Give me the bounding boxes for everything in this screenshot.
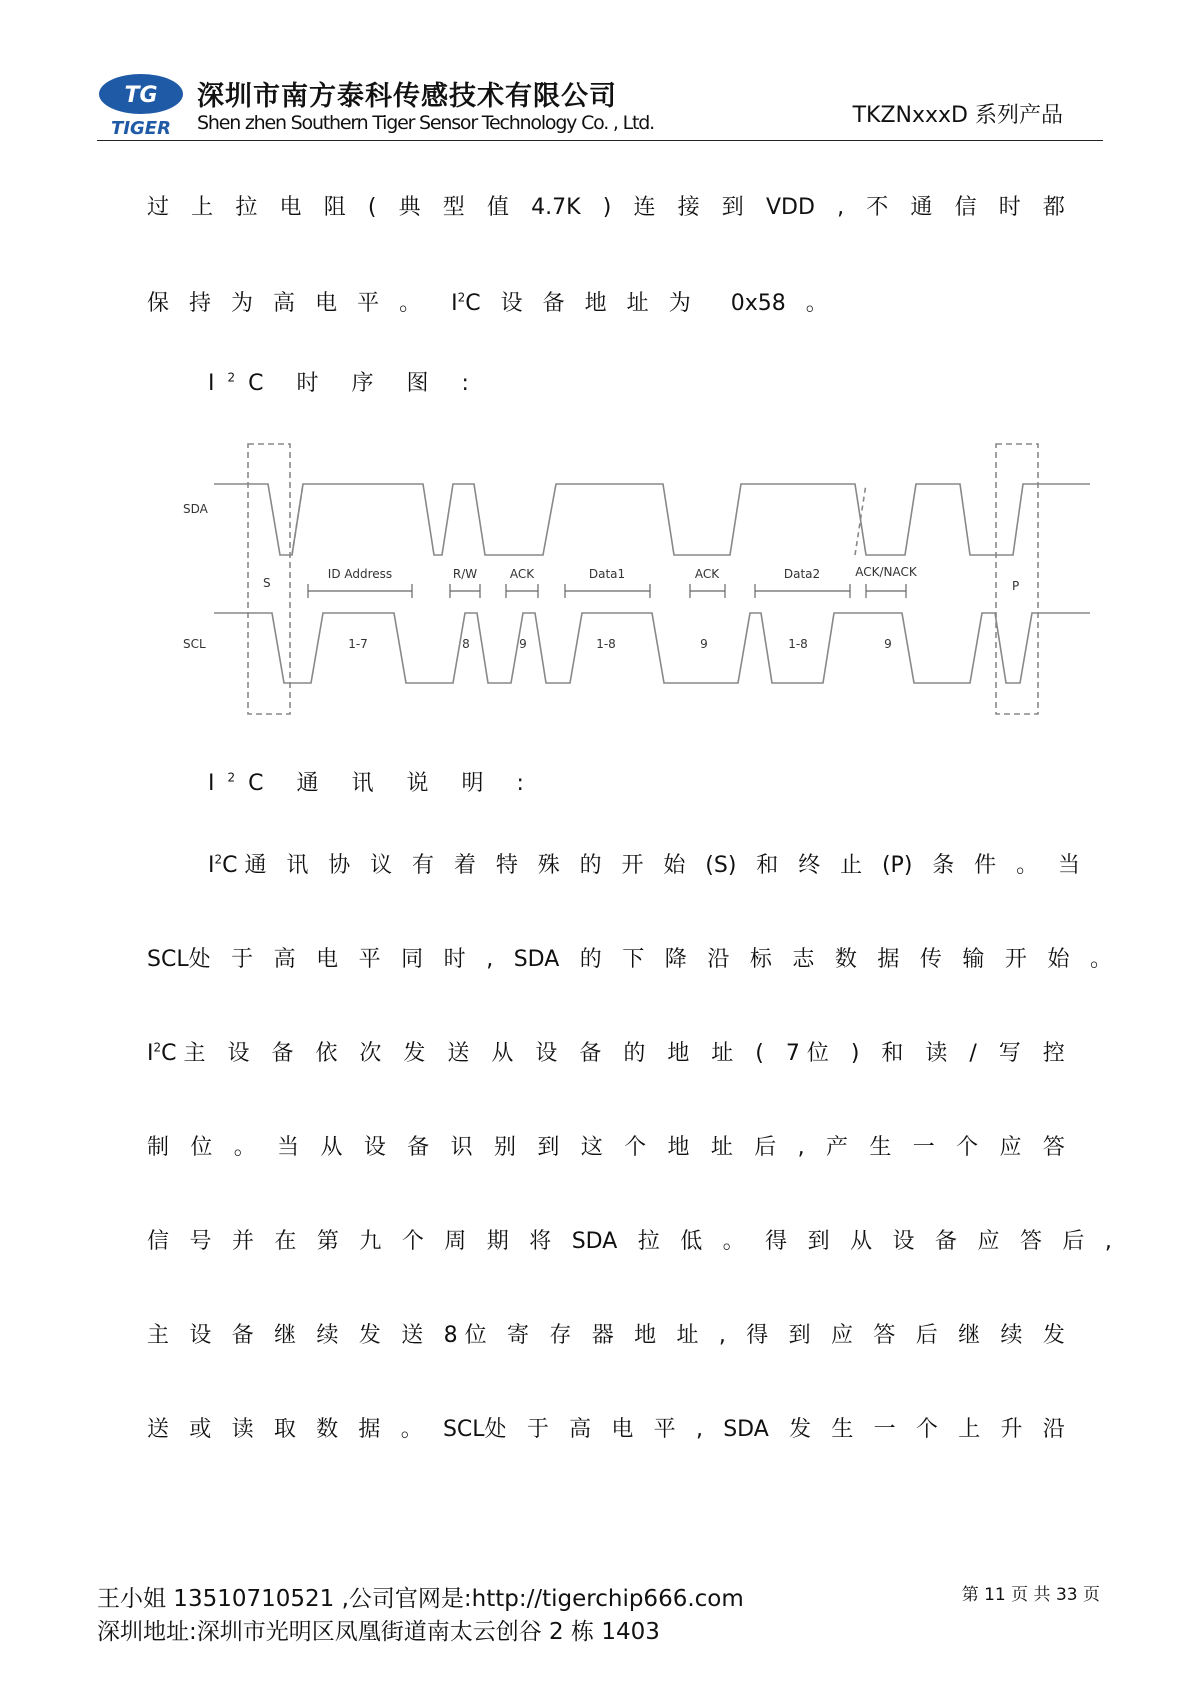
text-token: 写 [998, 1041, 1021, 1066]
heading-rest: C 通 讯 说 明 : [248, 771, 537, 796]
text-token: 从 [320, 1135, 343, 1160]
text-token: 发 [403, 1041, 426, 1066]
text-token: 后 [1062, 1229, 1085, 1254]
text-token: 开 [621, 853, 644, 878]
text-token: 生 [831, 1417, 854, 1442]
text-token: 个 [401, 1229, 424, 1254]
text-token: 时 [998, 195, 1021, 220]
text-token: 电 [315, 291, 338, 316]
text-token: 应 [999, 1135, 1022, 1160]
text-token: 上 [958, 1417, 981, 1442]
clock-label-4: 1-8 [596, 637, 616, 651]
text-token: 。 [400, 1417, 423, 1442]
text-token: 地 [634, 1323, 657, 1348]
timing-heading [208, 366, 482, 397]
text-token: 4.7K [531, 195, 581, 220]
logo-text: TIGER [111, 118, 171, 138]
text-token: 发 [1042, 1323, 1065, 1348]
tiger-logo-icon [97, 72, 185, 138]
heading-sup: 2 [227, 370, 249, 385]
text-token: 第 [316, 1229, 339, 1254]
superscript: 2 [457, 290, 466, 305]
text-token: $I^2C$ [451, 290, 481, 316]
text-token: 从 [850, 1229, 873, 1254]
text-token: 。 [1016, 853, 1039, 878]
clock-label-3: 9 [519, 637, 527, 651]
text-token: 制 [147, 1135, 170, 1160]
text-token: , [797, 1135, 805, 1160]
text-token: 平 [357, 291, 380, 316]
text-token: 读 [231, 1417, 254, 1442]
text-token: 型 [442, 195, 465, 220]
text-token: 继 [274, 1323, 297, 1348]
text-token: SDA [513, 947, 560, 972]
text-token: (P) [881, 853, 913, 878]
text-token: 别 [494, 1135, 517, 1160]
text-token: 发 [358, 1323, 381, 1348]
text-token: 高 [273, 291, 296, 316]
text-token: 送 [147, 1417, 170, 1442]
text-token: 协 [328, 853, 351, 878]
text-token: 续 [316, 1323, 339, 1348]
text-token: 发 [789, 1417, 812, 1442]
text-token: 拉 [637, 1229, 660, 1254]
text-token: 个 [956, 1135, 979, 1160]
text-token: 。 [1089, 947, 1112, 972]
para-line-5 [147, 1224, 1112, 1255]
text-token: 位 [190, 1135, 213, 1160]
text-token: 个 [624, 1135, 647, 1160]
text-token: , [695, 1417, 703, 1442]
text-token: 8 位 [443, 1323, 487, 1348]
field-label-ack-2: ACK [694, 567, 720, 581]
text-token: 同 [401, 947, 424, 972]
superscript: 2 [153, 1040, 162, 1055]
text-token: 续 [1000, 1323, 1023, 1348]
footer-address: 深圳地址:深圳市光明区凤凰街道南太云创谷 2 栋 1403 [97, 1619, 660, 1645]
text-token: 高 [569, 1417, 592, 1442]
text-token: 数 [834, 947, 857, 972]
text-token: 电 [279, 195, 302, 220]
page-header [97, 70, 1103, 140]
text-token: 设 [363, 1135, 386, 1160]
text-token: 在 [274, 1229, 297, 1254]
text-token: 备 [231, 1323, 254, 1348]
text-token: SDA [723, 1417, 769, 1442]
text-token: 读 [925, 1041, 948, 1066]
text-token: 址 [711, 1041, 734, 1066]
text-token: 当 [277, 1135, 300, 1160]
text-token: SCL处 [442, 1417, 507, 1442]
text-token: 。 [233, 1135, 256, 1160]
field-label-ack-1: ACK [509, 567, 535, 581]
text-token: , [486, 947, 494, 972]
text-token: 备 [935, 1229, 958, 1254]
text-token: 生 [869, 1135, 892, 1160]
para-line-3 [147, 1036, 1065, 1067]
text-token: 到 [807, 1229, 830, 1254]
text-token: 始 [663, 853, 686, 878]
heading-prefix: I [208, 771, 228, 796]
text-token: 高 [273, 947, 296, 972]
text-line-1 [147, 190, 1065, 221]
text-token: ) [850, 1041, 860, 1066]
text-token: 输 [962, 947, 985, 972]
text-token: 接 [677, 195, 700, 220]
text-token: 着 [453, 853, 476, 878]
text-token: 依 [315, 1041, 338, 1066]
text-token: 后 [915, 1323, 938, 1348]
text-token: 于 [526, 1417, 549, 1442]
text-token: 址 [710, 1135, 733, 1160]
clock-label-5: 9 [700, 637, 708, 651]
text-token: 。 [805, 291, 828, 316]
text-token: 并 [231, 1229, 254, 1254]
text-token: 期 [486, 1229, 509, 1254]
text-token: 后 [754, 1135, 777, 1160]
logo-mark: TG [124, 83, 158, 108]
text-token: 为 [668, 291, 691, 316]
text-token: 7 位 [785, 1041, 829, 1066]
field-label-data1: Data1 [588, 567, 626, 581]
sda-label: SDA [183, 502, 208, 516]
para-line-7 [147, 1412, 1065, 1443]
text-token: 次 [359, 1041, 382, 1066]
text-token: 于 [231, 947, 254, 972]
text-prefix: I [208, 853, 215, 878]
text-token: 识 [450, 1135, 473, 1160]
text-token: 主 [147, 1323, 170, 1348]
comm-heading [208, 766, 537, 797]
text-token: 时 [443, 947, 466, 972]
text-token: 止 [840, 853, 863, 878]
field-label-id-address: ID Address [327, 567, 393, 581]
text-token: 设 [189, 1323, 212, 1348]
para-line-2 [147, 942, 1112, 973]
footer-contact: 王小姐 13510710521 ,公司官网是:http://tigerchip666.com [97, 1586, 744, 1612]
text-token: ( [755, 1041, 764, 1066]
text-token: 九 [359, 1229, 382, 1254]
clock-label-7: 9 [884, 637, 892, 651]
text-token: 地 [667, 1135, 690, 1160]
text-token: 上 [191, 195, 214, 220]
heading-rest: C 时 序 图 : [248, 371, 482, 396]
text-token: 周 [444, 1229, 467, 1254]
sda-waveform [214, 484, 1090, 555]
text-token: 这 [580, 1135, 603, 1160]
text-token: 不 [866, 195, 889, 220]
field-label-ack-nack: ACK/NACK [855, 565, 917, 579]
page-number: 第 11 页 共 33 页 [961, 1585, 1100, 1605]
text-token: 。 [722, 1229, 745, 1254]
text-token: 条 [932, 853, 955, 878]
text-token: 备 [542, 291, 565, 316]
text-token: 一 [912, 1135, 935, 1160]
text-token: 志 [792, 947, 815, 972]
text-prefix: I [147, 1041, 154, 1066]
text-token: 通 [910, 195, 933, 220]
text-token: 电 [611, 1417, 634, 1442]
text-token: 沿 [707, 947, 730, 972]
text-token: 答 [873, 1323, 896, 1348]
text-token: 信 [147, 1229, 170, 1254]
product-series: TKZNxxxD 系列产品 [852, 103, 1063, 128]
start-label: S [263, 576, 271, 590]
text-token: 备 [579, 1041, 602, 1066]
text-token: 到 [788, 1323, 811, 1348]
clock-label-2: 8 [462, 637, 470, 651]
text-token: 应 [830, 1323, 853, 1348]
para-line-4 [147, 1130, 1065, 1161]
text-token: 备 [407, 1135, 430, 1160]
text-token: 产 [825, 1135, 848, 1160]
text-token: 有 [412, 853, 435, 878]
heading-prefix: I [208, 371, 228, 396]
text-token: 的 [579, 853, 602, 878]
text-token: ( [367, 195, 377, 220]
text-token: 到 [537, 1135, 560, 1160]
text-token: 据 [358, 1417, 381, 1442]
clock-label-1: 1-7 [348, 637, 368, 651]
company-name-en: Shen zhen Southern Tiger Sensor Technology Co. , Ltd. [197, 112, 654, 134]
text-token: 殊 [537, 853, 560, 878]
text-token: 件 [974, 853, 997, 878]
scl-waveform [214, 613, 1090, 683]
stop-label: P [1012, 579, 1020, 593]
text-token: 终 [798, 853, 821, 878]
text-token: 设 [500, 291, 523, 316]
text-token: 平 [358, 947, 381, 972]
text-token: 取 [273, 1417, 296, 1442]
text-token: , [718, 1323, 726, 1348]
text-token: 址 [676, 1323, 699, 1348]
text-token: 阻 [323, 195, 346, 220]
text-token: 到 [721, 195, 744, 220]
text-token: 数 [316, 1417, 339, 1442]
i2c-timing-diagram [180, 438, 1090, 723]
text-token: 和 [881, 1041, 904, 1066]
text-token: 过 [147, 195, 170, 220]
text-token: 低 [680, 1229, 703, 1254]
text-token: VDD [765, 195, 815, 220]
text-token: 特 [495, 853, 518, 878]
text-token: 或 [189, 1417, 212, 1442]
text-token: 个 [915, 1417, 938, 1442]
text-token: 一 [873, 1417, 896, 1442]
text-token: 应 [977, 1229, 1000, 1254]
text-token: 地 [667, 1041, 690, 1066]
text-token: 。 [399, 291, 422, 316]
text-token: 始 [1047, 947, 1070, 972]
scl-label: SCL [183, 637, 206, 651]
text-token: 标 [749, 947, 772, 972]
text-token: 电 [316, 947, 339, 972]
text-token: 答 [1019, 1229, 1042, 1254]
para-line-6 [147, 1318, 1065, 1349]
text-token: 信 [954, 195, 977, 220]
text-token: 值 [486, 195, 509, 220]
text-token: 将 [529, 1229, 552, 1254]
text-line-2 [147, 286, 1065, 317]
text-token: 器 [591, 1323, 614, 1348]
text-token: 开 [1004, 947, 1027, 972]
text-token: / [969, 1041, 977, 1066]
text-token: SDA [571, 1229, 618, 1254]
text-token: 的 [623, 1041, 646, 1066]
text-token: 为 [231, 291, 254, 316]
text-token: 答 [1042, 1135, 1065, 1160]
superscript: 2 [214, 852, 223, 867]
text-token: 控 [1042, 1041, 1065, 1066]
text-token: 沿 [1042, 1417, 1065, 1442]
text-token: 降 [664, 947, 687, 972]
header-divider [97, 140, 1103, 141]
text-token: SCL处 [147, 947, 211, 972]
text-token: , [1104, 1229, 1112, 1254]
text-token: 讯 [286, 853, 309, 878]
text-token: 设 [227, 1041, 250, 1066]
text-token: 得 [765, 1229, 788, 1254]
text-token: 连 [633, 195, 656, 220]
company-name-cn: 深圳市南方泰科传感技术有限公司 [197, 81, 617, 112]
text-token: 都 [1042, 195, 1065, 220]
text-token: ) [602, 195, 612, 220]
text-token: 寄 [506, 1323, 529, 1348]
text-token: 保 [147, 291, 170, 316]
clock-label-6: 1-8 [788, 637, 808, 651]
text-token: 0x58 [730, 291, 786, 316]
text-token: 据 [877, 947, 900, 972]
text-token: 的 [579, 947, 602, 972]
text-token: 号 [189, 1229, 212, 1254]
field-label-rw: R/W [452, 567, 478, 581]
para-line-1 [208, 848, 1080, 879]
text-token: 平 [653, 1417, 676, 1442]
text-token: 继 [958, 1323, 981, 1348]
text-token: 传 [919, 947, 942, 972]
text-token: , [837, 195, 845, 220]
text-token: 址 [626, 291, 649, 316]
text-token: 备 [271, 1041, 294, 1066]
text-token: 得 [746, 1323, 769, 1348]
text-token: 和 [756, 853, 779, 878]
text-token: 设 [535, 1041, 558, 1066]
text-token: $I^2C$ 通 [208, 852, 267, 878]
text-token: 升 [1000, 1417, 1023, 1442]
text-token: 议 [370, 853, 393, 878]
text-token: 设 [892, 1229, 915, 1254]
text-token: 送 [401, 1323, 424, 1348]
text-token: (S) [705, 853, 737, 878]
text-token: 下 [622, 947, 645, 972]
text-token: 送 [447, 1041, 470, 1066]
text-token: 当 [1057, 853, 1080, 878]
text-token: 从 [491, 1041, 514, 1066]
text-token: 拉 [235, 195, 258, 220]
text-token: 持 [189, 291, 212, 316]
field-label-data2: Data2 [783, 567, 821, 581]
heading-sup: 2 [227, 770, 249, 785]
text-token: 典 [398, 195, 421, 220]
text-token: 存 [549, 1323, 572, 1348]
text-token: 地 [584, 291, 607, 316]
text-token: $I^2C$ 主 [147, 1040, 206, 1066]
